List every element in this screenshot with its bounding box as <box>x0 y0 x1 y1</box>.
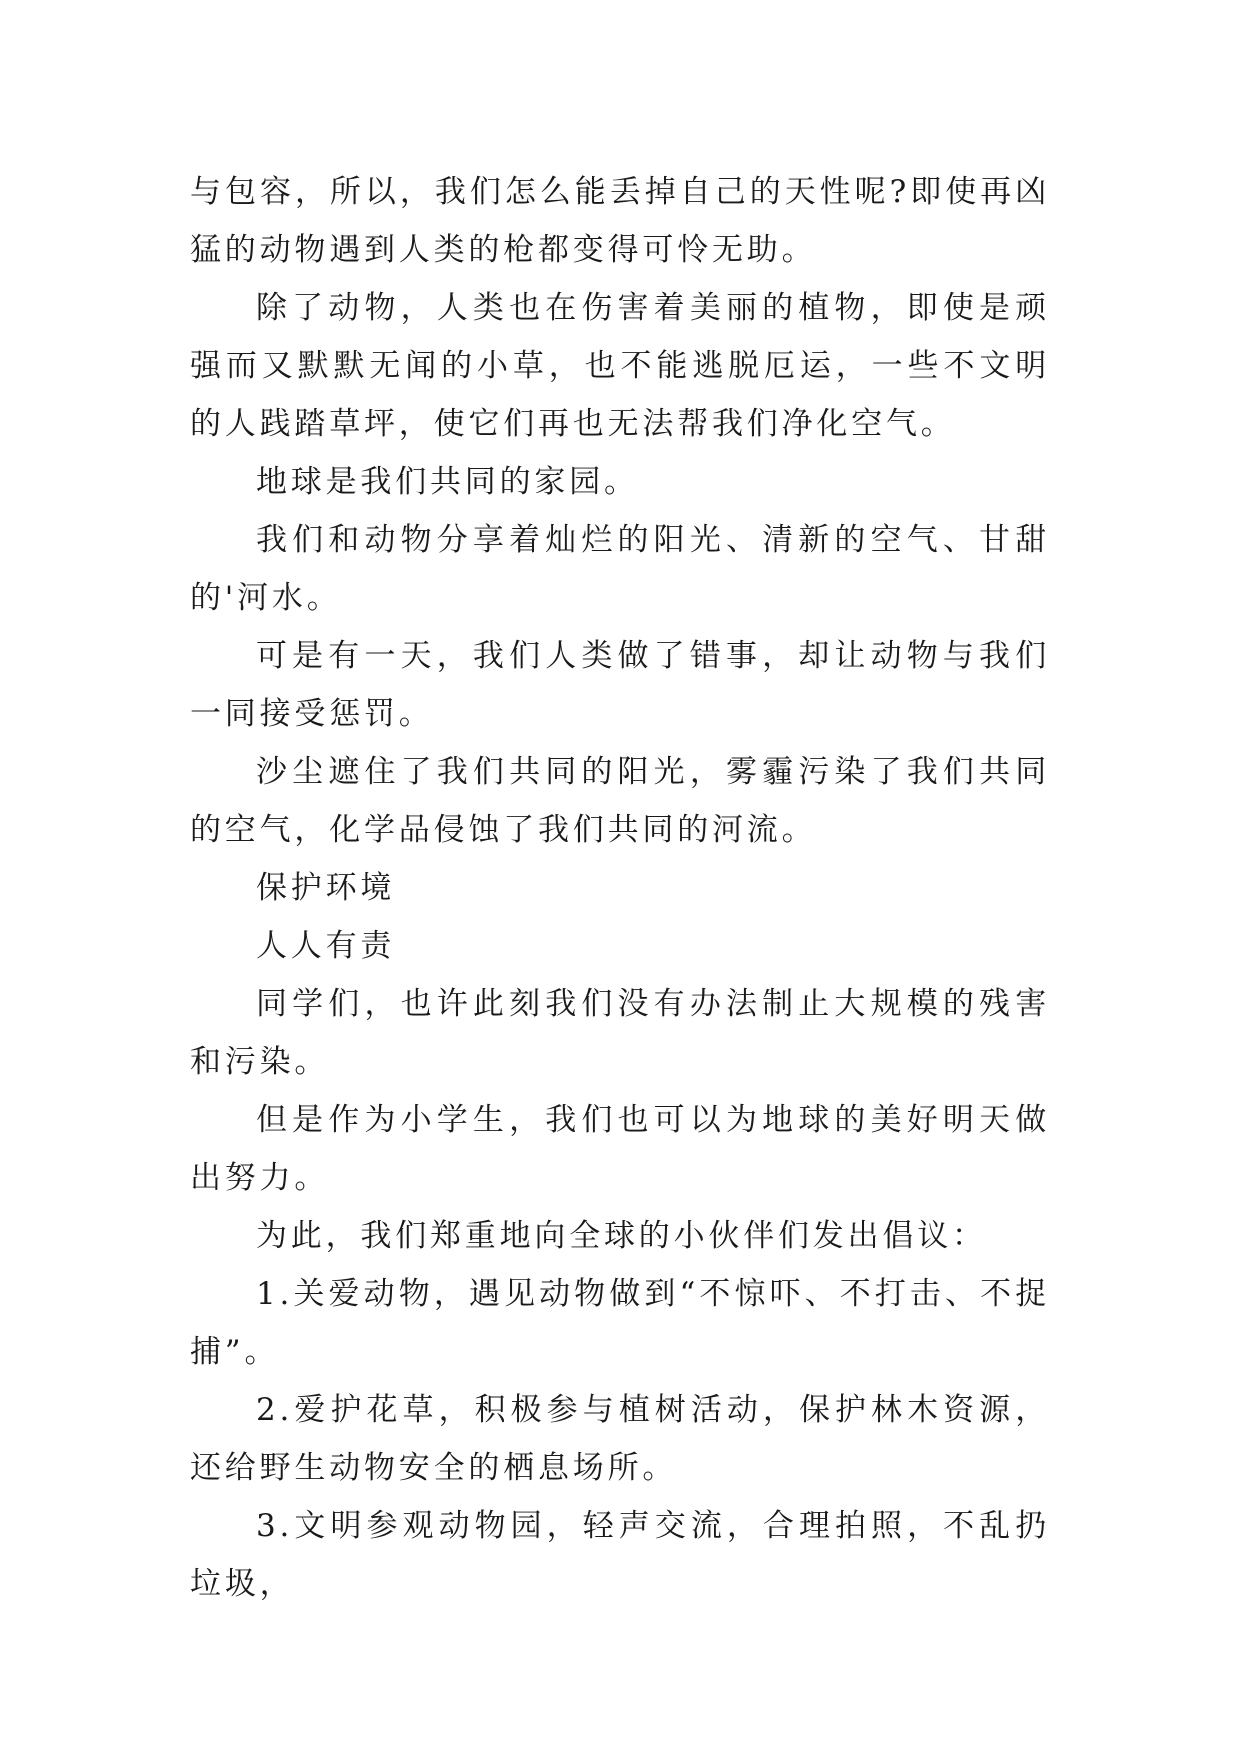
paragraph-pollution: 沙尘遮住了我们共同的阳光，雾霾污染了我们共同的空气，化学品侵蚀了我们共同的河流。 <box>190 754 1050 848</box>
document-body <box>190 163 1050 1613</box>
paragraph-earth-home: 地球是我们共同的家园。 <box>256 464 639 500</box>
slogan-protect-environment: 保护环境 <box>256 870 396 906</box>
paragraph-plants: 除了动物，人类也在伤害着美丽的植物，即使是顽强而又默默无闻的小草，也不能逃脱厄运，一些不文明的人践踏草坪，使它们再也无法帮我们净化空气。 <box>190 290 1050 442</box>
paragraph-share-sunlight: 我们和动物分享着灿烂的阳光、清新的空气、甘甜的'河水。 <box>190 522 1050 616</box>
proposal-item-1: 1.关爱动物，遇见动物做到“不惊吓、不打击、不捉捕”。 <box>190 1276 1050 1370</box>
proposal-item-3: 3.文明参观动物园，轻声交流，合理拍照，不乱扔垃圾， <box>190 1508 1050 1602</box>
slogan-everyone-responsible: 人人有责 <box>256 928 396 964</box>
paragraph-proposal-intro: 为此，我们郑重地向全球的小伙伴们发出倡议： <box>256 1218 987 1254</box>
paragraph-mistake: 可是有一天，我们人类做了错事，却让动物与我们一同接受惩罚。 <box>190 638 1050 732</box>
paragraph-classmates: 同学们，也许此刻我们没有办法制止大规模的残害和污染。 <box>190 986 1050 1080</box>
paragraph-students-effort: 但是作为小学生，我们也可以为地球的美好明天做出努力。 <box>190 1102 1050 1196</box>
proposal-item-2: 2.爱护花草，积极参与植树活动，保护林木资源，还给野生动物安全的栖息场所。 <box>190 1392 1050 1486</box>
paragraph-continuation: 与包容，所以，我们怎么能丢掉自己的天性呢?即使再凶猛的动物遇到人类的枪都变得可怜无助。 <box>190 174 1050 268</box>
